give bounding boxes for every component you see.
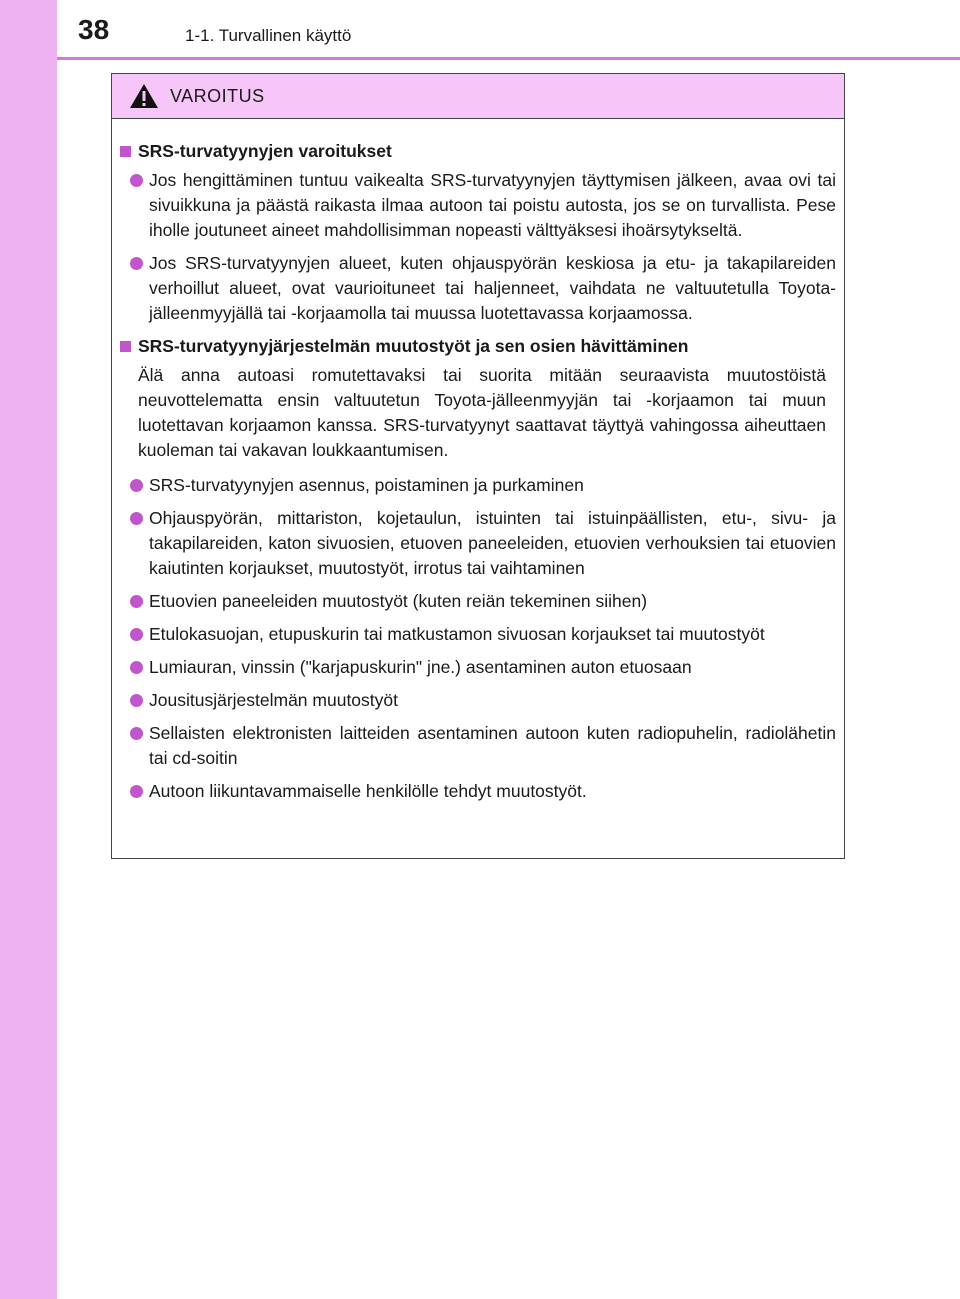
warning-title: VAROITUS — [170, 86, 265, 106]
list-item — [130, 168, 836, 243]
side-strip — [0, 0, 57, 1299]
list-item-text: SRS-turvatyynyjen asennus, poistaminen ja purkaminen — [149, 475, 584, 495]
warning-triangle-icon — [129, 83, 159, 109]
list-item — [130, 688, 836, 713]
list-item — [130, 655, 836, 680]
list-item-text: Etulokasuojan, etupuskurin tai matkustamon sivuosan korjaukset tai muutostyöt — [149, 624, 765, 644]
list-item — [130, 589, 836, 614]
list-item — [130, 251, 836, 326]
round-bullet-icon — [130, 512, 143, 525]
round-bullet-icon — [130, 174, 143, 187]
round-bullet-icon — [130, 257, 143, 270]
list-item-text: Jousitusjärjestelmän muutostyöt — [149, 690, 398, 710]
square-bullet-icon — [120, 341, 131, 352]
section-title: 1-1. Turvallinen käyttö — [185, 26, 352, 45]
page-number: 38 — [78, 14, 110, 45]
list-item — [130, 622, 836, 647]
round-bullet-icon — [130, 727, 143, 740]
warning-header — [112, 74, 844, 119]
list-item — [130, 506, 836, 581]
list-item — [130, 721, 836, 771]
list-item-text: Jos SRS-turvatyynyjen alueet, kuten ohjauspyörän keskiosa ja etu- ja takapilareiden verhoillut alueet, ovat vaurioituneet tai haljenneet, vaihdata ne valtuutetulla Toyota-jälleenmyyjällä tai -korjaamolla tai muussa luotettavassa korjaamossa. — [149, 253, 836, 323]
list-item — [130, 779, 836, 804]
section-heading — [120, 334, 836, 359]
heading-text: SRS-turvatyynyjen varoitukset — [138, 141, 392, 161]
list-item-text: Jos hengittäminen tuntuu vaikealta SRS-turvatyynyjen täyttymisen jälkeen, avaa ovi tai sivuikkuna ja päästä raikasta ilmaa autoon tai poistu autosta, jos se on turvallista. Pese iholle joutuneet aineet mahdollisimman nopeasti välttyäksesi ihoärsytykseltä. — [149, 170, 836, 240]
section-paragraph: Älä anna autoasi romutettavaksi tai suorita mitään seuraavista muutostöistä neuvottelematta ensin valtuutetun Toyota-jälleenmyyjän tai -korjaamon tai muun luotettavan korjaamon kanssa. SRS-turvatyynyt saattavat täyttyä vahingossa aiheuttaen kuoleman tai vakavan loukkaantumisen. — [138, 365, 826, 460]
round-bullet-icon — [130, 479, 143, 492]
list-item-text: Sellaisten elektronisten laitteiden asentaminen autoon kuten radiopuhelin, radiolähetin tai cd-soitin — [149, 723, 836, 768]
round-bullet-icon — [130, 628, 143, 641]
round-bullet-icon — [130, 785, 143, 798]
list-item-text: Ohjauspyörän, mittariston, kojetaulun, istuinten tai istuinpäällisten, etu-, sivu- ja takapilareiden, katon sivuosien, etuoven paneeleiden, etuovien verhouksien tai etuovien kaiutinten korjaukset, muutostyöt, irrotus tai vaihtaminen — [149, 508, 836, 578]
header-rule — [57, 57, 960, 60]
list-item-text: Etuovien paneeleiden muutostyöt (kuten reiän tekeminen siihen) — [149, 591, 648, 611]
warning-content — [112, 119, 844, 804]
round-bullet-icon — [130, 595, 143, 608]
heading-text: SRS-turvatyynyjärjestelmän muutostyöt ja sen osien hävittäminen — [138, 336, 689, 356]
list-item-text: Autoon liikuntavammaiselle henkilölle tehdyt muutostyöt. — [149, 781, 587, 801]
section-heading — [120, 139, 836, 164]
round-bullet-icon — [130, 661, 143, 674]
square-bullet-icon — [120, 146, 131, 157]
list-item-text: Lumiauran, vinssin ("karjapuskurin" jne.) asentaminen auton etuosaan — [149, 657, 692, 677]
round-bullet-icon — [130, 694, 143, 707]
list-item — [130, 473, 836, 498]
warning-box — [111, 73, 845, 859]
